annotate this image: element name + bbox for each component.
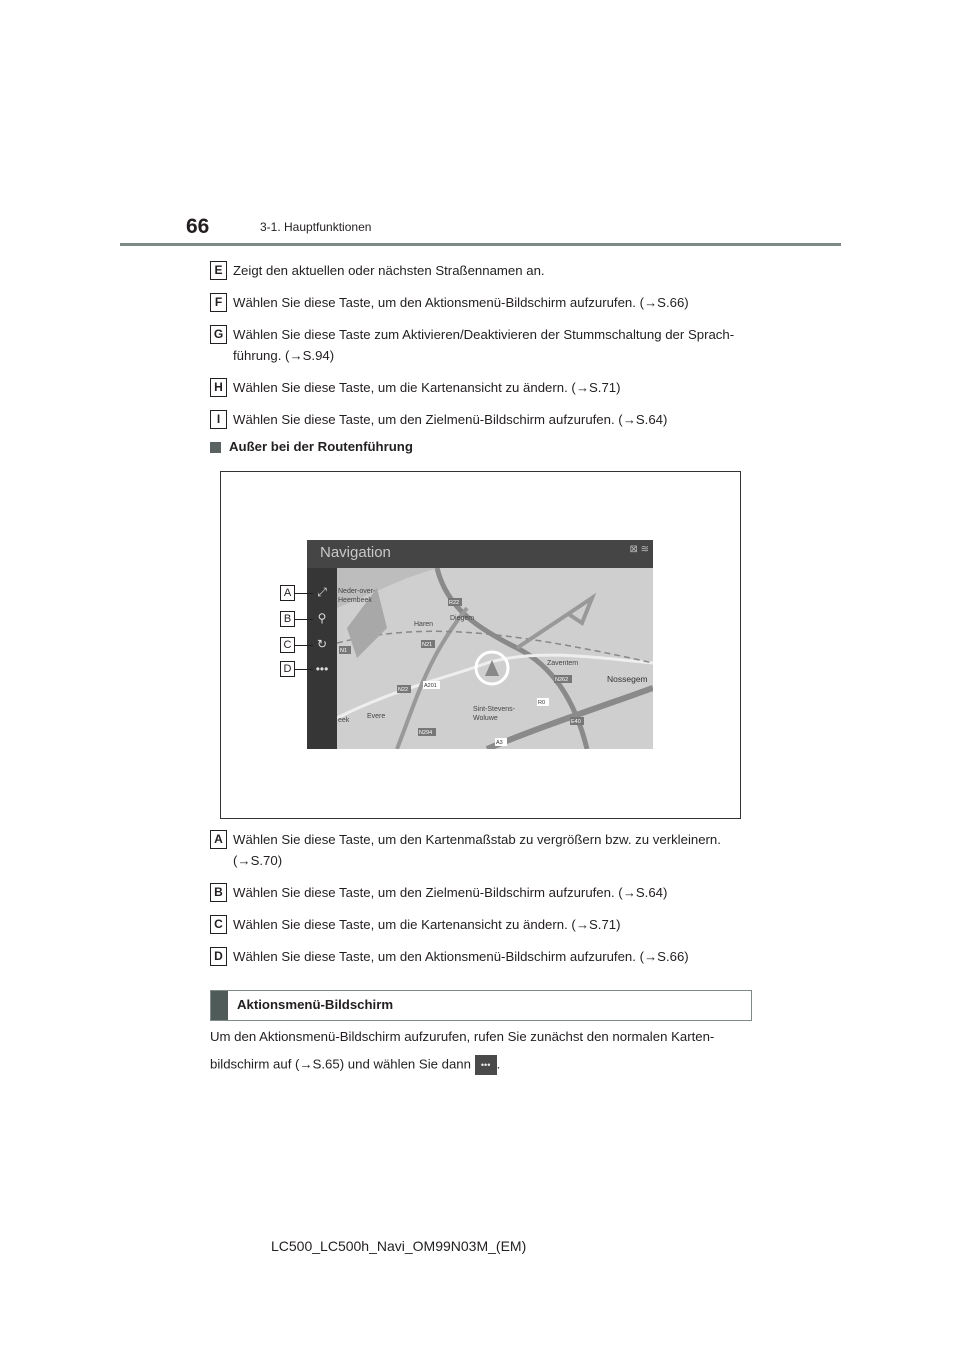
map-label: Zaventem bbox=[547, 660, 579, 667]
screen-title: Navigation bbox=[320, 544, 391, 561]
item-text: Wählen Sie diese Taste, um den Aktionsmenü-Bildschirm aufzurufen. (→S.66) bbox=[233, 949, 689, 964]
callout-a: A bbox=[280, 585, 295, 601]
nav-screen bbox=[307, 540, 653, 749]
chapter-title: 3-1. Hauptfunktionen bbox=[260, 220, 372, 234]
page-number: 66 bbox=[186, 215, 210, 238]
item-text: Zeigt den aktuellen oder nächsten Straßennamen an. bbox=[233, 263, 545, 278]
map-view-button[interactable] bbox=[307, 632, 337, 656]
label-box: B bbox=[210, 883, 227, 902]
item-c bbox=[210, 914, 621, 935]
paragraph-end: . bbox=[496, 1056, 501, 1072]
status-icons: ⊠ ≋ bbox=[629, 544, 649, 555]
sidebar bbox=[307, 568, 337, 749]
map-label: eek bbox=[338, 717, 350, 724]
item-text: Wählen Sie diese Taste, um den Zielmenü-Bildschirm aufzurufen. (→S.64) bbox=[233, 885, 668, 900]
destination-button[interactable] bbox=[307, 606, 337, 630]
paragraph-text: bildschirm auf (→S.65) und wählen Sie dann bbox=[210, 1056, 471, 1072]
callout-line bbox=[295, 645, 313, 646]
road-shield: N1 bbox=[340, 648, 348, 654]
item-e bbox=[210, 260, 545, 281]
map-label: Nossegem bbox=[607, 674, 648, 684]
section-title: Aktionsmenü-Bildschirm bbox=[237, 997, 394, 1012]
item-a bbox=[210, 829, 750, 871]
zoom-scale-button[interactable] bbox=[307, 580, 337, 604]
road-shield: N262 bbox=[555, 677, 569, 683]
item-h bbox=[210, 377, 621, 398]
item-b bbox=[210, 882, 667, 903]
road-shield: A3 bbox=[496, 740, 503, 746]
paragraph-line: Um den Aktionsmenü-Bildschirm aufzurufen, rufen Sie zunächst den normalen Karten- bbox=[210, 1029, 715, 1044]
road-shield: A201 bbox=[424, 683, 437, 689]
header-rule bbox=[120, 243, 841, 246]
map-label: Diegem bbox=[450, 615, 475, 622]
item-text: Wählen Sie diese Taste, um die Kartenansicht zu ändern. (→S.71) bbox=[233, 917, 621, 932]
map-label: Sint-Stevens- bbox=[473, 706, 516, 713]
label-box: C bbox=[210, 915, 227, 934]
map-pin-icon: ⚲ bbox=[317, 611, 327, 625]
item-text: Wählen Sie diese Taste, um den Aktionsmenü-Bildschirm aufzurufen. (→S.66) bbox=[233, 295, 689, 310]
item-text: Wählen Sie diese Taste, um den Kartenmaßstab zu vergrößern bzw. zu verkleinern. (→S.70) bbox=[233, 832, 721, 868]
item-text: Wählen Sie diese Taste zum Aktivieren/Deaktivieren der Stummschaltung der Sprach-führung. (→S.94) bbox=[233, 327, 735, 363]
more-icon: ••• bbox=[315, 662, 329, 676]
item-g bbox=[210, 324, 750, 366]
section-header bbox=[210, 990, 752, 1021]
label-box: E bbox=[210, 261, 227, 280]
map-view[interactable] bbox=[337, 568, 653, 749]
subheading: Außer bei der Routenführung bbox=[229, 439, 413, 454]
callout-line bbox=[295, 669, 313, 670]
road-shield: E40 bbox=[571, 719, 581, 725]
label-box: D bbox=[210, 947, 227, 966]
map-label: Neder-over- bbox=[338, 588, 376, 595]
item-text: Wählen Sie diese Taste, um den Zielmenü-Bildschirm aufzurufen. (→S.64) bbox=[233, 412, 668, 427]
map-label: Woluwe bbox=[473, 715, 498, 722]
label-box: I bbox=[210, 410, 227, 429]
map-graphic bbox=[337, 568, 653, 749]
map-label: Heembeek bbox=[338, 597, 372, 604]
label-box: G bbox=[210, 325, 227, 344]
road-shield: R22 bbox=[449, 600, 460, 606]
road-shield: N22 bbox=[398, 687, 409, 693]
title-bar bbox=[307, 540, 653, 568]
callout-b: B bbox=[280, 611, 295, 627]
label-box: F bbox=[210, 293, 227, 312]
item-f bbox=[210, 292, 689, 313]
item-text: Wählen Sie diese Taste, um die Kartenansicht zu ändern. (→S.71) bbox=[233, 380, 621, 395]
footer-code: LC500_LC500h_Navi_OM99N03M_(EM) bbox=[271, 1238, 527, 1254]
callout-c: C bbox=[280, 637, 295, 653]
item-i bbox=[210, 409, 667, 430]
expand-icon: ⤢ bbox=[317, 585, 327, 599]
section-bar bbox=[211, 991, 228, 1020]
item-d bbox=[210, 946, 689, 967]
label-box: A bbox=[210, 830, 227, 849]
callout-line bbox=[295, 619, 313, 620]
road-shield: N294 bbox=[419, 730, 433, 736]
more-button-icon: ••• bbox=[475, 1055, 497, 1075]
map-label: Haren bbox=[414, 621, 434, 628]
callout-line bbox=[295, 593, 313, 594]
map-label: Evere bbox=[367, 713, 386, 720]
road-shield: R0 bbox=[538, 700, 546, 706]
bullet-square bbox=[210, 442, 221, 453]
label-box: H bbox=[210, 378, 227, 397]
callout-d: D bbox=[280, 661, 295, 677]
north-rotate-icon: ↻ bbox=[316, 637, 328, 651]
road-shield: N21 bbox=[422, 642, 433, 648]
paragraph-line bbox=[210, 1055, 500, 1075]
